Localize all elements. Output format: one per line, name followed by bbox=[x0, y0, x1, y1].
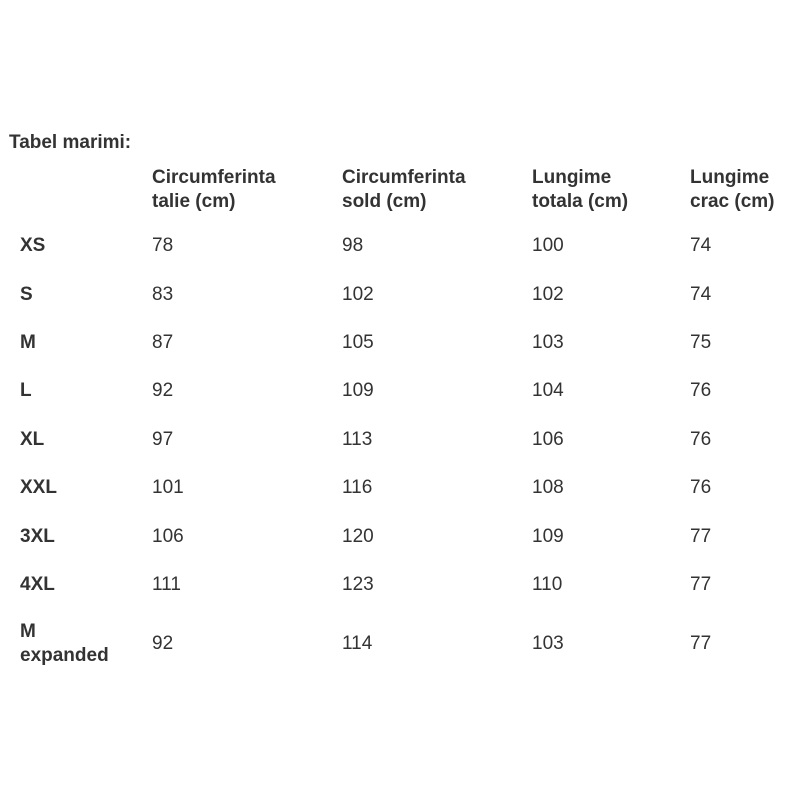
totala-cell: 104 bbox=[532, 380, 564, 402]
table-row bbox=[12, 222, 800, 270]
size-cell: XS bbox=[20, 235, 46, 257]
totala-cell: 102 bbox=[532, 283, 564, 305]
sold-cell: 116 bbox=[342, 477, 373, 499]
totala-cell: 110 bbox=[532, 573, 563, 595]
talie-cell: 78 bbox=[152, 235, 174, 257]
crac-cell: 74 bbox=[690, 235, 712, 257]
sold-cell: 109 bbox=[342, 380, 374, 402]
table-row bbox=[12, 319, 800, 367]
header-line1: Lungime bbox=[532, 167, 612, 188]
talie-cell: 83 bbox=[152, 283, 174, 305]
size-cell: L bbox=[20, 380, 32, 402]
crac-cell: 76 bbox=[690, 428, 712, 450]
table-row bbox=[12, 512, 800, 560]
talie-cell: 111 bbox=[152, 573, 181, 595]
header-line1: Lungime bbox=[690, 167, 770, 188]
crac-cell: 76 bbox=[690, 380, 712, 402]
size-cell: 4XL bbox=[20, 573, 55, 595]
sold-cell: 105 bbox=[342, 331, 374, 353]
header-row bbox=[12, 166, 800, 222]
totala-cell: 103 bbox=[532, 633, 564, 655]
crac-cell: 74 bbox=[690, 283, 712, 305]
header-line1: Circumferinta bbox=[342, 167, 466, 188]
size-line2: expanded bbox=[20, 645, 109, 667]
talie-cell: 97 bbox=[152, 428, 174, 450]
table-row bbox=[12, 416, 800, 464]
sold-cell: 102 bbox=[342, 283, 374, 305]
size-cell: 3XL bbox=[20, 525, 55, 547]
size-chart-table bbox=[12, 166, 800, 679]
sold-cell: 120 bbox=[342, 525, 374, 547]
totala-cell: 108 bbox=[532, 477, 564, 499]
header-circumferinta-talie bbox=[152, 166, 342, 222]
header-line2: totala (cm) bbox=[532, 191, 629, 212]
totala-cell: 106 bbox=[532, 428, 564, 450]
table-row bbox=[12, 464, 800, 512]
talie-cell: 106 bbox=[152, 525, 184, 547]
header-circumferinta-sold bbox=[342, 166, 532, 222]
sold-cell: 123 bbox=[342, 573, 374, 595]
totala-cell: 103 bbox=[532, 331, 564, 353]
size-cell: M bbox=[20, 331, 36, 353]
talie-cell: 87 bbox=[152, 331, 174, 353]
crac-cell: 76 bbox=[690, 477, 712, 499]
size-line1: M bbox=[20, 621, 36, 643]
header-lungime-totala bbox=[532, 166, 690, 222]
crac-cell: 77 bbox=[690, 573, 712, 595]
header-line2: crac (cm) bbox=[690, 191, 775, 212]
talie-cell: 101 bbox=[152, 477, 184, 499]
header-line2: talie (cm) bbox=[152, 191, 236, 212]
size-cell bbox=[12, 609, 152, 679]
header-line2: sold (cm) bbox=[342, 191, 427, 212]
crac-cell: 75 bbox=[690, 331, 712, 353]
header-lungime-crac bbox=[690, 166, 800, 222]
sold-cell: 113 bbox=[342, 428, 373, 450]
table-title: Tabel marimi: bbox=[9, 132, 132, 153]
sold-cell: 98 bbox=[342, 235, 364, 257]
table-row bbox=[12, 609, 800, 679]
header-line1: Circumferinta bbox=[152, 167, 276, 188]
sold-cell: 114 bbox=[342, 633, 373, 655]
totala-cell: 100 bbox=[532, 235, 564, 257]
size-cell: XL bbox=[20, 428, 45, 450]
talie-cell: 92 bbox=[152, 633, 174, 655]
table-row bbox=[12, 561, 800, 609]
totala-cell: 109 bbox=[532, 525, 564, 547]
crac-cell: 77 bbox=[690, 525, 712, 547]
talie-cell: 92 bbox=[152, 380, 174, 402]
crac-cell: 77 bbox=[690, 633, 712, 655]
size-cell: XXL bbox=[20, 477, 57, 499]
header-size bbox=[12, 166, 152, 222]
size-cell: S bbox=[20, 283, 33, 305]
table-row bbox=[12, 367, 800, 415]
table-row bbox=[12, 270, 800, 318]
